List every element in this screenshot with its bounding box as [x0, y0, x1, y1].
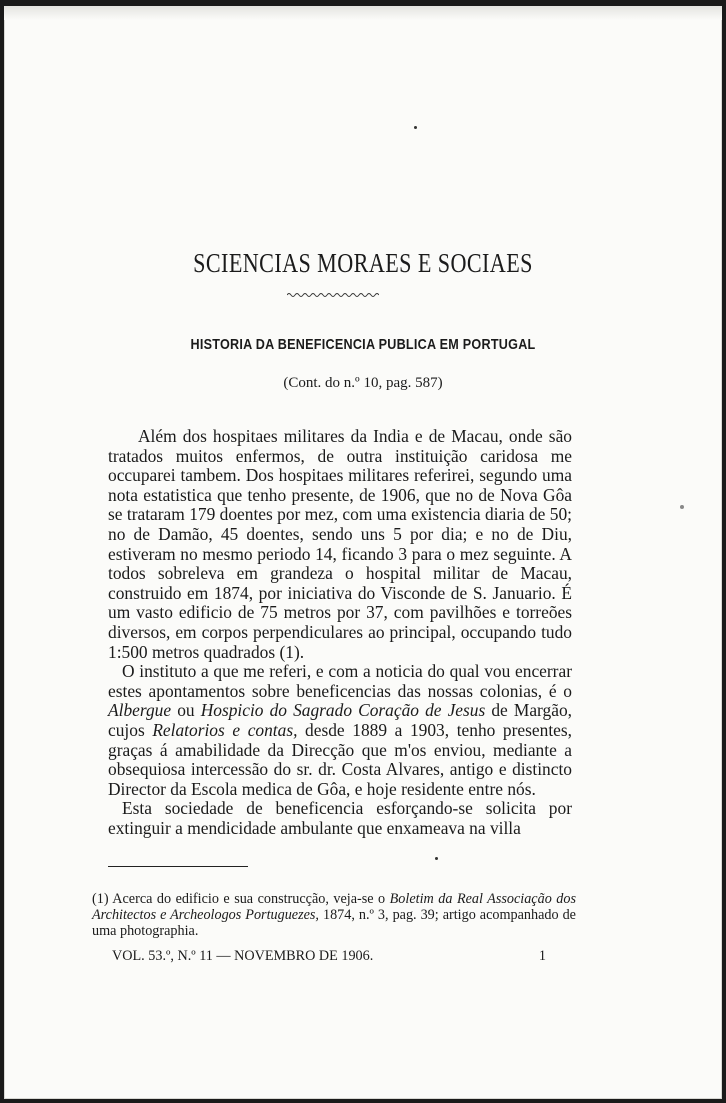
section-title: SCIENCIAS MORAES E SOCIAES [193, 248, 533, 279]
scan-speck [414, 126, 417, 129]
footnote-rule [108, 866, 248, 867]
article-body [108, 427, 572, 838]
volume-line: VOL. 53.º, N.º 11 — NOVEMBRO DE 1906. [112, 948, 374, 964]
document-page [4, 6, 722, 1099]
boletim-title: Boletim da Real Associação dos Architectos e Archeologos Portuguezes, [92, 891, 576, 923]
paragraph-2 [108, 662, 572, 799]
article-title: HISTORIA DA BENEFICENCIA PUBLICA EM PORTUGAL [190, 336, 536, 353]
scan-edge-shade [4, 6, 722, 20]
p2-text-3: de Margão, cujos [108, 700, 572, 740]
paragraph-1: Além dos hospitaes militares da India e de Macau, onde são tratados muitos enfermos, de outra instituição caridosa me occuparei tambem. Dos hospitaes militares referirei, segundo uma nota estatistica que tenho presente, de 1906, que no de Nova Gôa se trataram 179 doentes por mez, com uma existencia diaria de 50; no de Damão, 45 doentes, sendo uns 5 por dia; e no de Diu, estiveram no mesmo periodo 14, ficando 3 para o mez seguinte. A todos sobreleva em grandeza o hospital militar de Macau, construido em 1874, por iniciativa do Visconde de S. Januario. É um vasto edificio de 75 metros por 37, com pavilhões e torreões diversos, em corpos perpendiculares ao principal, occupando tudo 1:500 metros quadrados (1). [108, 426, 572, 662]
relatorios-term: Relatorios e contas, [152, 719, 298, 740]
continuation-note: (Cont. do n.º 10, pag. 587) [283, 375, 443, 391]
albergue-term: Albergue [108, 700, 172, 721]
p2-text-2: ou [171, 700, 201, 721]
wavy-ornament [287, 292, 379, 298]
page-number: 1 [538, 948, 546, 964]
hospicio-term: Hospicio do Sagrado Coração de Jesus [200, 700, 486, 721]
footnote-text-2: 1874, n.º 3, pag. 39; artigo acompanhado de uma photographia. [92, 907, 576, 939]
p2-text-4: desde 1889 a 1903, tenho presentes, graças á amabilidade da Direcção que m'os enviou, mediante a obsequiosa intercessão do sr. dr. Costa Alvares, antigo e distincto Director da Escola medica de Gôa, e hoje residente entre nós. [108, 719, 572, 799]
paragraph-3: Esta sociedade de beneficencia esforçando-se solicita por extinguir a mendicidade ambulante que enxameava na villa [108, 798, 572, 838]
footnote [92, 891, 576, 939]
scan-speck [680, 505, 684, 509]
footnote-marker: (1) [92, 891, 109, 907]
scan-speck [435, 857, 438, 860]
footnote-text-1: Acerca do edificio e sua construcção, veja-se o [108, 891, 390, 907]
p2-text-1: O instituto a que me referi, e com a noticia do qual vou encerrar estes apontamentos sobre beneficencias das nossas colonias, é o [108, 661, 572, 701]
